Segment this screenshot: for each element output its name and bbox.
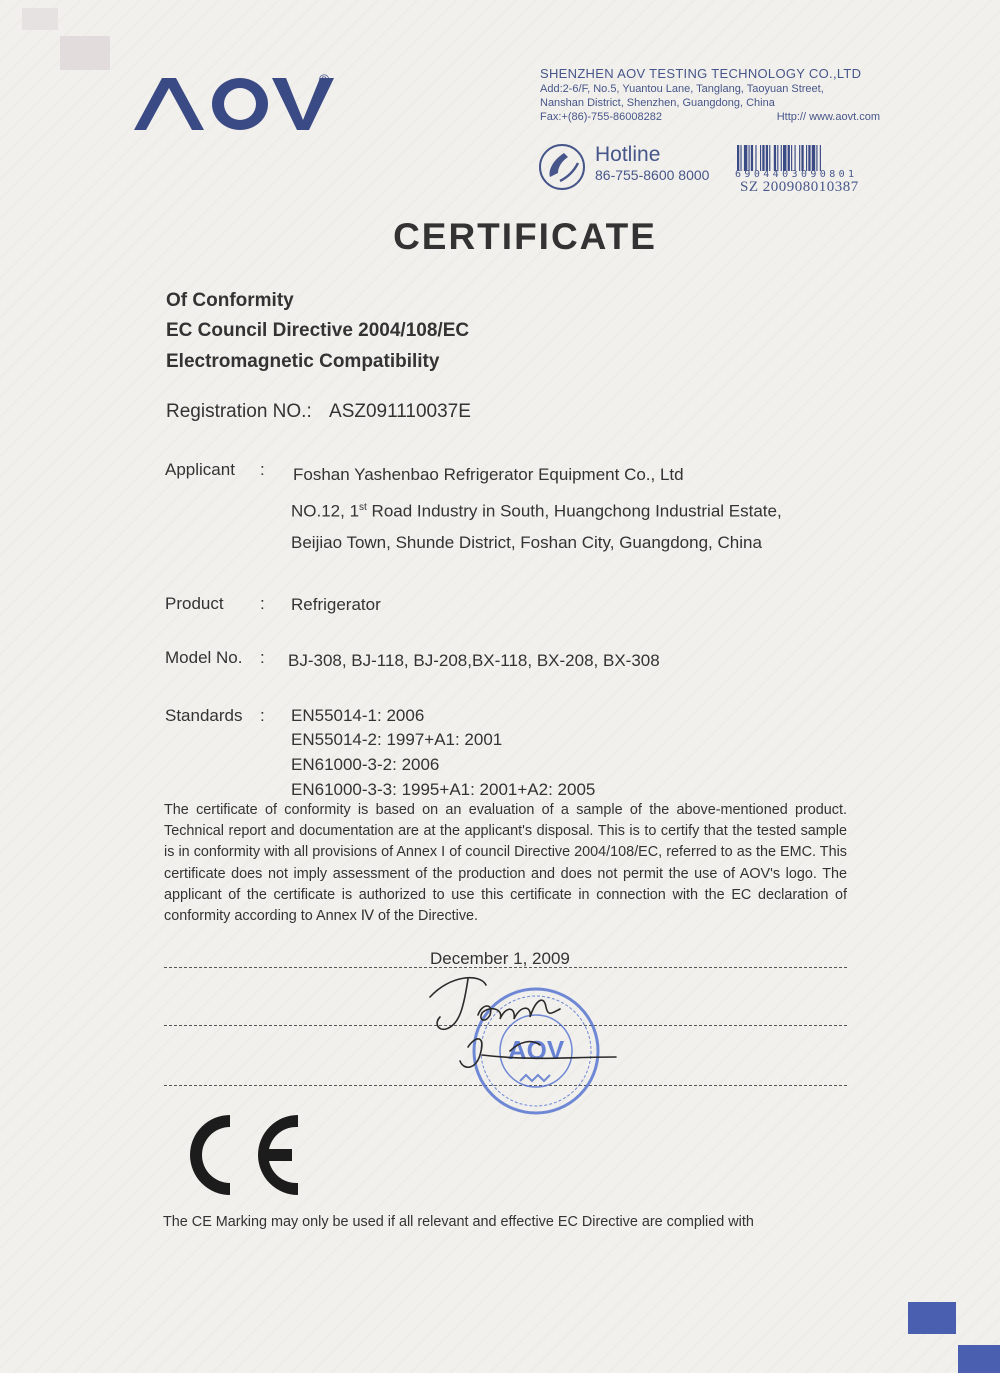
registration-number: ASZ091110037E	[329, 401, 471, 422]
phone-icon	[538, 143, 588, 191]
company-contact-row	[540, 110, 880, 124]
standard-item: EN61000-3-3: 1995+A1: 2001+A2: 2005	[291, 780, 596, 799]
subtitle-conformity: Of Conformity	[166, 290, 294, 311]
standard-item: EN61000-3-2: 2006	[291, 755, 440, 774]
model-label: Model No.	[165, 648, 243, 667]
standard-item: EN55014-1: 2006	[291, 706, 425, 725]
hotline-label: Hotline	[595, 143, 661, 166]
company-website: Http:// www.aovt.com	[776, 111, 880, 123]
scan-artifact	[22, 8, 58, 30]
registration-label: Registration NO.:	[166, 401, 312, 422]
product-value: Refrigerator	[291, 595, 381, 614]
logo-registered-mark: ®	[319, 71, 330, 87]
applicant-address-post: Road Industry in South, Huangchong Industrial Estate,	[366, 501, 782, 521]
applicant-colon: :	[260, 460, 265, 479]
barcode-icon	[736, 145, 878, 171]
ce-mark-icon	[172, 1103, 312, 1207]
applicant-name: Foshan Yashenbao Refrigerator Equipment Co., Ltd	[293, 465, 684, 484]
conformity-statement: The certificate of conformity is based on an evaluation of a sample of the above-mentioned product. Technical report and documentation are at the applicant's disposal. This is to certify that the tested sample is in conformity with all provisions of Annex I of council Directive 2004/108/EC, referred to as the EMC. This certificate does not imply assessment of the production and does not permit the use of AOV's logo. The applicant of the certificate is authorized to use this certificate in connection with the EC declaration of conformity according to Annex Ⅳ of the Directive.	[164, 802, 847, 925]
hotline-number: 86-755-8600 8000	[595, 167, 710, 183]
company-address-line1: Add:2-6/F, No.5, Yuantou Lane, Tanglang, Taoyuan Street,	[540, 83, 824, 95]
barcode-code: SZ 200908010387	[740, 179, 859, 195]
company-fax: Fax:+(86)-755-86008282	[540, 111, 662, 123]
registration-row	[166, 400, 471, 424]
issue-date: December 1, 2009	[430, 949, 570, 968]
applicant-address-line2: Beijiao Town, Shunde District, Foshan City, Guangdong, China	[291, 533, 762, 552]
model-colon: :	[260, 648, 265, 667]
applicant-address-sup: st	[359, 502, 367, 513]
company-name: SHENZHEN AOV TESTING TECHNOLOGY CO.,LTD	[540, 66, 862, 81]
standards-label: Standards	[165, 706, 243, 725]
standards-colon: :	[260, 706, 265, 725]
ce-marking-note: The CE Marking may only be used if all relevant and effective EC Directive are complied with	[163, 1214, 754, 1230]
product-label: Product	[165, 594, 224, 613]
scan-artifact	[908, 1302, 956, 1334]
signature-icon	[420, 965, 630, 1085]
scan-artifact	[60, 36, 110, 70]
subtitle-directive: EC Council Directive 2004/108/EC	[166, 320, 470, 341]
product-colon: :	[260, 594, 265, 613]
model-value: BJ-308, BJ-118, BJ-208,BX-118, BX-208, BX-308	[288, 651, 660, 670]
applicant-address-line1	[291, 497, 782, 523]
aov-logo	[132, 70, 337, 142]
barcode-digits: 6904403090801	[735, 169, 858, 180]
applicant-label: Applicant	[165, 460, 235, 479]
company-address-line2: Nanshan District, Shenzhen, Guangdong, China	[540, 97, 775, 109]
subtitle-emc: Electromagnetic Compatibility	[166, 351, 440, 372]
company-info	[540, 66, 880, 124]
standard-item: EN55014-2: 1997+A1: 2001	[291, 730, 503, 749]
scan-artifact	[958, 1345, 1000, 1373]
applicant-address-pre: NO.12, 1	[291, 501, 360, 521]
seal-text: AOV	[507, 1035, 565, 1065]
page-title: CERTIFICATE	[393, 216, 657, 257]
